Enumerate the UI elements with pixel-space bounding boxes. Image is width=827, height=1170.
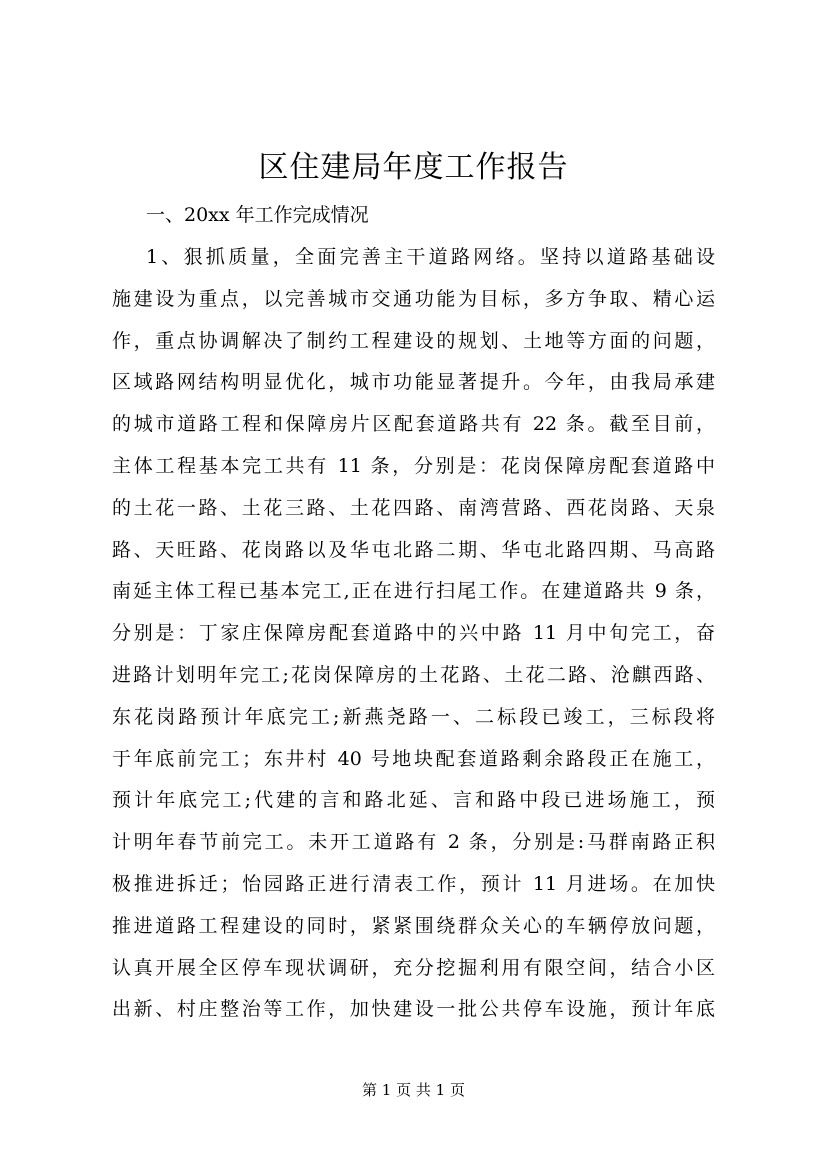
paragraph-line: 进路计划明年完工;花岗保障房的土花路、土花二路、沧麒西路、	[112, 664, 715, 686]
paragraph-line: 作，重点协调解决了制约工程建设的规划、土地等方面的问题，	[112, 330, 715, 352]
page-footer: 第 1 页 共 1 页	[362, 1081, 465, 1099]
paragraph-line: 预计年底完工;代建的言和路北延、言和路中段已进场施工，预	[112, 789, 715, 811]
paragraph-line: 施建设为重点，以完善城市交通功能为目标，多方争取、精心运	[112, 288, 715, 310]
paragraph-line: 的城市道路工程和保障房片区配套道路共有 22 条。截至目前，	[112, 413, 715, 435]
paragraph-line: 路、天旺路、花岗路以及华屯北路二期、华屯北路四期、马高路	[112, 539, 715, 561]
paragraph-line: 主体工程基本完工共有 11 条，分别是：花岗保障房配套道路中	[112, 455, 715, 477]
paragraph-line: 认真开展全区停车现状调研，充分挖掘利用有限空间，结合小区	[112, 957, 715, 979]
paragraph-line: 东花岗路预计年底完工;新燕尧路一、二标段已竣工，三标段将	[112, 706, 715, 728]
paragraph-line: 的土花一路、土花三路、土花四路、南湾营路、西花岗路、天泉	[112, 497, 715, 519]
paragraph-line: 极推进拆迁；怡园路正进行清表工作，预计 11 月进场。在加快	[112, 873, 715, 895]
paragraph-line: 1、狠抓质量，全面完善主干道路网络。坚持以道路基础设	[146, 246, 715, 268]
paragraph-line: 分别是：丁家庄保障房配套道路中的兴中路 11 月中旬完工，奋	[112, 622, 715, 644]
paragraph-line: 区域路网结构明显优化，城市功能显著提升。今年，由我局承建	[112, 371, 715, 393]
paragraph-line: 南延主体工程已基本完工,正在进行扫尾工作。在建道路共 9 条，	[112, 580, 715, 602]
paragraph-line: 出新、村庄整治等工作，加快建设一批公共停车设施，预计年底	[112, 998, 715, 1020]
document-title: 区住建局年度工作报告	[258, 150, 569, 185]
paragraph-line: 推进道路工程建设的同时，紧紧围绕群众关心的车辆停放问题，	[112, 915, 715, 937]
paragraph-line: 于年底前完工；东井村 40 号地块配套道路剩余路段正在施工，	[112, 748, 715, 770]
paragraph-line: 计明年春节前完工。未开工道路有 2 条，分别是:马群南路正积	[112, 831, 715, 853]
section-heading: 一、20xx 年工作完成情况	[146, 204, 369, 226]
